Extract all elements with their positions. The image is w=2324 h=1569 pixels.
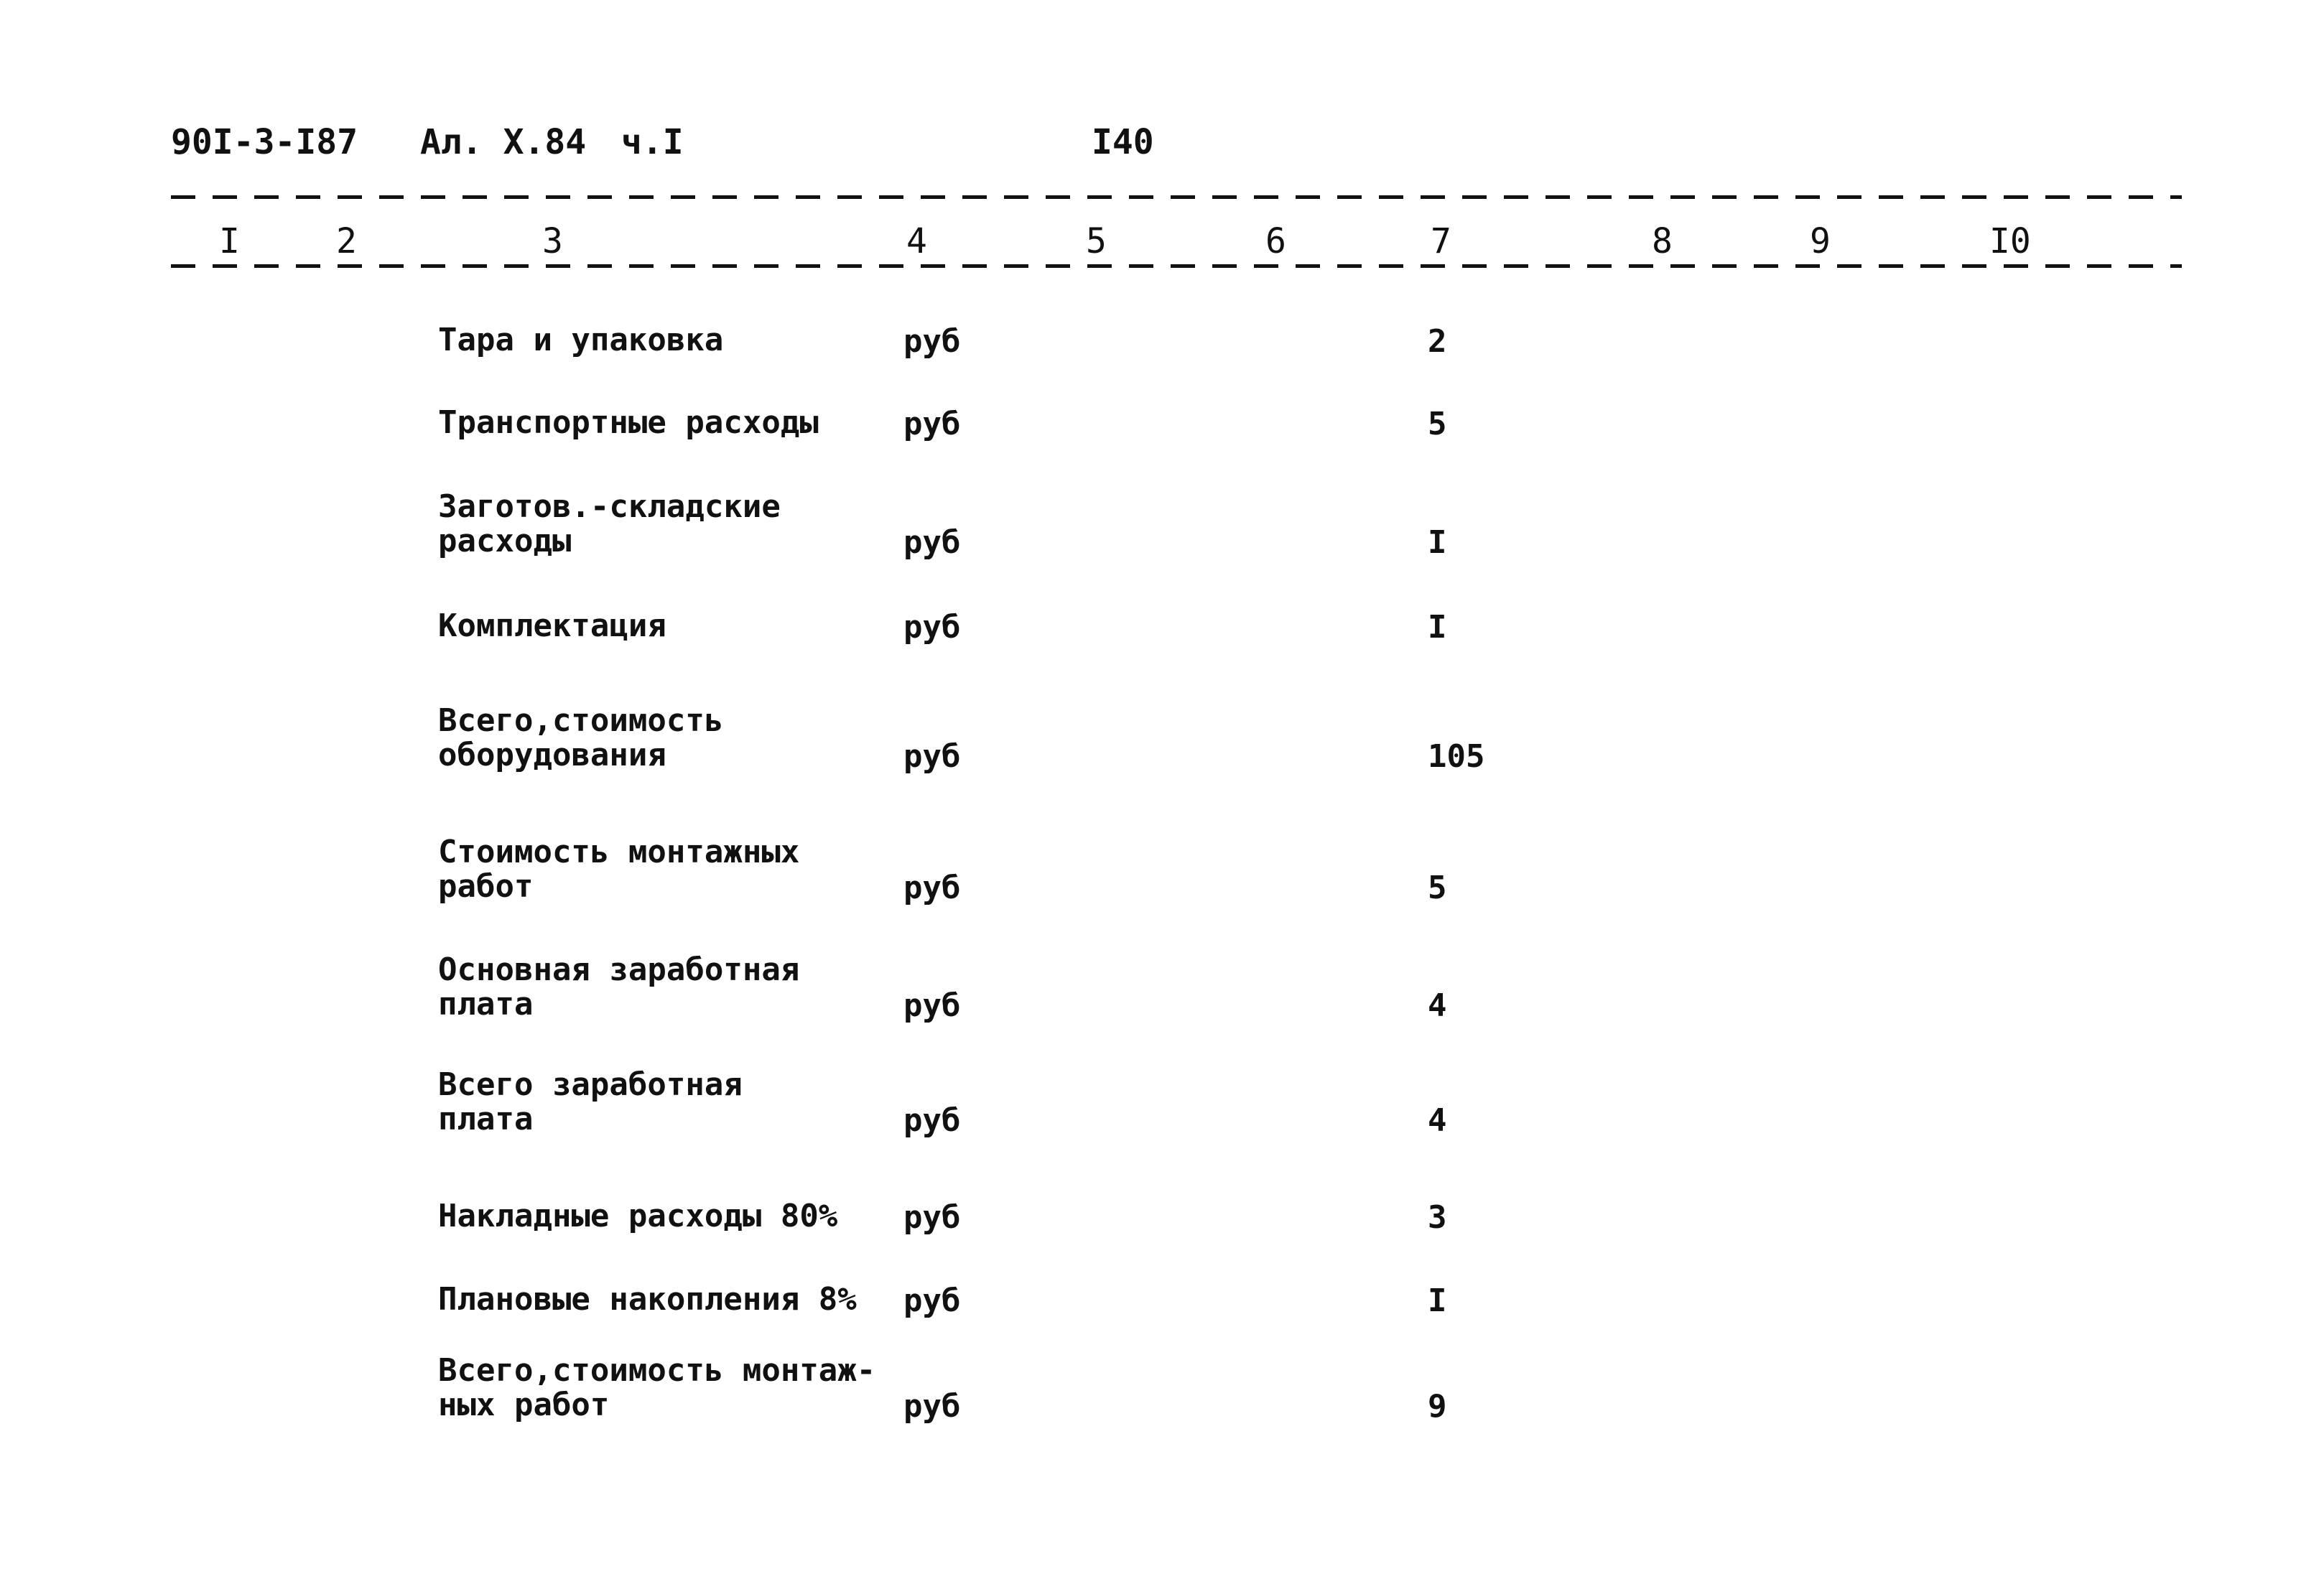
row-name: Заготов.-складские расходы xyxy=(438,488,781,559)
row-value: I xyxy=(1428,1282,1447,1319)
row-name: Тара и упаковка xyxy=(438,322,724,358)
row-name: Всего заработная плата xyxy=(438,1066,743,1137)
column-number: I xyxy=(219,221,240,261)
row-name: Всего,стоимость монтаж- ных работ xyxy=(438,1352,876,1423)
row-value: 4 xyxy=(1428,1102,1447,1139)
column-number: 6 xyxy=(1265,221,1286,261)
row-value: I xyxy=(1428,524,1447,561)
column-number: 9 xyxy=(1810,221,1831,261)
column-number: I0 xyxy=(1989,221,2031,261)
row-name: Всего,стоимость оборудования xyxy=(438,702,724,773)
row-unit: руб xyxy=(903,987,961,1024)
row-unit: руб xyxy=(903,524,961,561)
row-name: Плановые накопления 8% xyxy=(438,1281,857,1318)
row-unit: руб xyxy=(903,1199,961,1236)
dashed-rule-top xyxy=(171,195,2182,199)
row-value: 5 xyxy=(1428,406,1447,442)
row-value: 9 xyxy=(1428,1388,1447,1425)
row-value: 105 xyxy=(1428,738,1485,775)
row-name: Накладные расходы 80% xyxy=(438,1198,838,1234)
row-name: Транспортные расходы xyxy=(438,404,819,441)
row-value: 4 xyxy=(1428,987,1447,1024)
part-number: ч.I xyxy=(621,122,684,162)
row-unit: руб xyxy=(903,870,961,906)
dashed-rule-columns xyxy=(171,264,2182,268)
document-code: 90I-3-I87 xyxy=(171,122,358,162)
row-unit: руб xyxy=(903,1388,961,1425)
row-unit: руб xyxy=(903,323,961,360)
row-unit: руб xyxy=(903,738,961,775)
page-number: I40 xyxy=(1092,122,1154,162)
row-unit: руб xyxy=(903,609,961,646)
album-number: Ал. X.84 xyxy=(420,122,587,162)
row-value: 2 xyxy=(1428,323,1447,360)
column-number: 4 xyxy=(906,221,927,261)
column-number: 3 xyxy=(542,221,563,261)
row-value: 3 xyxy=(1428,1199,1447,1236)
column-number: 2 xyxy=(336,221,357,261)
column-number: 5 xyxy=(1086,221,1107,261)
row-value: I xyxy=(1428,609,1447,646)
row-name: Стоимость монтажных работ xyxy=(438,834,800,905)
column-number: 8 xyxy=(1652,221,1673,261)
row-name: Комплектация xyxy=(438,607,666,644)
row-unit: руб xyxy=(903,1282,961,1319)
column-number: 7 xyxy=(1431,221,1451,261)
row-value: 5 xyxy=(1428,870,1447,906)
row-unit: руб xyxy=(903,406,961,442)
row-name: Основная заработная плата xyxy=(438,951,800,1023)
row-unit: руб xyxy=(903,1102,961,1139)
